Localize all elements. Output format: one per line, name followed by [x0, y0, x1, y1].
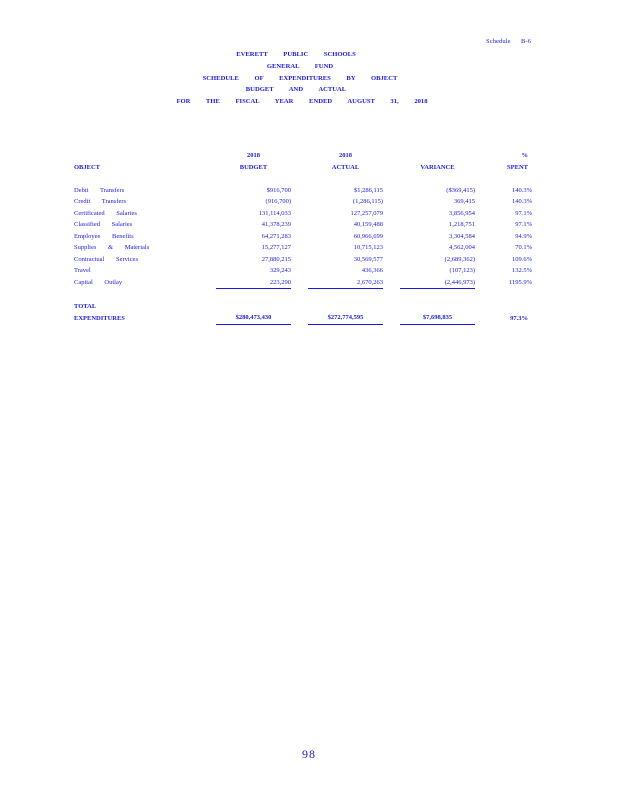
row-budget: (916,700) — [265, 198, 291, 206]
row-spent: 94.9% — [515, 232, 532, 240]
title-schedule: SCHEDULE OF EXPENDITURES BY OBJECT — [202, 74, 398, 82]
row-spent: 140.3% — [511, 198, 532, 206]
row-actual: 30,569,577 — [353, 255, 383, 263]
row-variance: (2,446,973) — [400, 277, 475, 289]
row-object: Supplies & Materials — [74, 244, 150, 252]
report-title — [0, 49, 600, 108]
row-actual: 127,257,079 — [350, 209, 383, 217]
row-variance: ($369,415) — [446, 186, 475, 194]
row-spent: 132.5% — [511, 267, 532, 275]
row-spent: 97.1% — [515, 209, 532, 217]
row-spent: 109.6% — [511, 255, 532, 263]
row-budget: 131,114,033 — [258, 209, 291, 217]
row-object: Capital Outlay — [74, 279, 123, 286]
total-budget: $280,473,430 — [216, 312, 291, 324]
row-budget: $916,700 — [266, 186, 291, 194]
header-row-labels — [74, 162, 532, 174]
row-variance: (107,123) — [449, 267, 475, 275]
row-variance: 4,562,004 — [449, 244, 475, 252]
total-spent: 97.3% — [510, 314, 528, 322]
row-object: Employee Benefits — [74, 232, 134, 240]
table-row — [74, 265, 532, 277]
header-actual: ACTUAL — [331, 163, 360, 171]
total-row — [74, 312, 532, 324]
table-row — [74, 231, 532, 243]
row-actual: 2,670,263 — [308, 277, 383, 289]
schedule-label: Schedule B-6 — [486, 38, 532, 45]
total-variance: $7,698,835 — [400, 312, 475, 324]
table-row — [74, 254, 532, 266]
title-budget-actual: BUDGET AND ACTUAL — [245, 86, 347, 94]
row-variance: 3,856,954 — [449, 209, 475, 217]
row-object: Classified Salaries — [74, 221, 133, 229]
row-object: Debit Transfers — [74, 186, 125, 194]
row-object: Credit Transfers — [74, 198, 127, 206]
table-row — [74, 208, 532, 220]
row-actual: 436,366 — [361, 267, 383, 275]
row-budget: 27,880,215 — [261, 255, 291, 263]
row-variance: (2,689,362) — [444, 255, 475, 263]
table-row — [74, 196, 532, 208]
row-spent: 1195.9% — [508, 279, 532, 286]
row-budget: 64,271,283 — [261, 232, 291, 240]
header-row-years — [74, 150, 532, 162]
row-actual: 40,159,488 — [353, 221, 383, 229]
row-object: Contractual Services — [74, 255, 138, 263]
table-row — [74, 277, 532, 289]
expenditures-table — [74, 150, 532, 325]
row-variance: 369,415 — [453, 198, 475, 206]
page-number: 98 — [302, 747, 316, 761]
header-percent-sign: % — [521, 152, 528, 160]
row-spent: 140.3% — [511, 186, 532, 194]
row-actual: 60,966,699 — [353, 232, 383, 240]
row-actual: $1,286,115 — [353, 186, 383, 194]
row-spent: 97.1% — [515, 221, 532, 229]
row-budget: 15,277,127 — [261, 244, 291, 252]
table-row — [74, 242, 532, 254]
row-object: Certificated Salaries — [74, 209, 137, 217]
table-row — [74, 219, 532, 231]
header-object: OBJECT — [74, 163, 101, 171]
total-label-line1: TOTAL — [74, 302, 97, 310]
title-fiscal-year: FOR THE FISCAL YEAR ENDED AUGUST 31, 2018 — [176, 98, 428, 106]
row-spent: 70.1% — [515, 244, 532, 252]
row-actual: (1,286,115) — [352, 198, 383, 206]
table-row — [74, 185, 532, 197]
header-spent: SPENT — [507, 163, 528, 171]
header-actual-year: 2018 — [339, 152, 352, 160]
title-district: EVERETT PUBLIC SCHOOLS — [236, 51, 356, 58]
row-budget: 329,243 — [269, 267, 291, 275]
row-budget: 223,290 — [216, 277, 291, 289]
header-variance: VARIANCE — [420, 163, 455, 171]
row-variance: 3,304,584 — [449, 232, 475, 240]
total-label-row — [74, 301, 532, 313]
title-fund: GENERAL FUND — [266, 62, 334, 70]
total-actual: $272,774,595 — [308, 312, 383, 324]
row-actual: 10,715,123 — [353, 244, 383, 252]
header-budget: BUDGET — [239, 163, 268, 171]
total-label-line2: EXPENDITURES — [74, 314, 125, 322]
row-variance: 1,218,751 — [449, 221, 475, 229]
row-budget: 41,378,239 — [261, 221, 291, 229]
header-budget-year: 2018 — [247, 152, 260, 160]
row-object: Travel — [74, 267, 91, 275]
